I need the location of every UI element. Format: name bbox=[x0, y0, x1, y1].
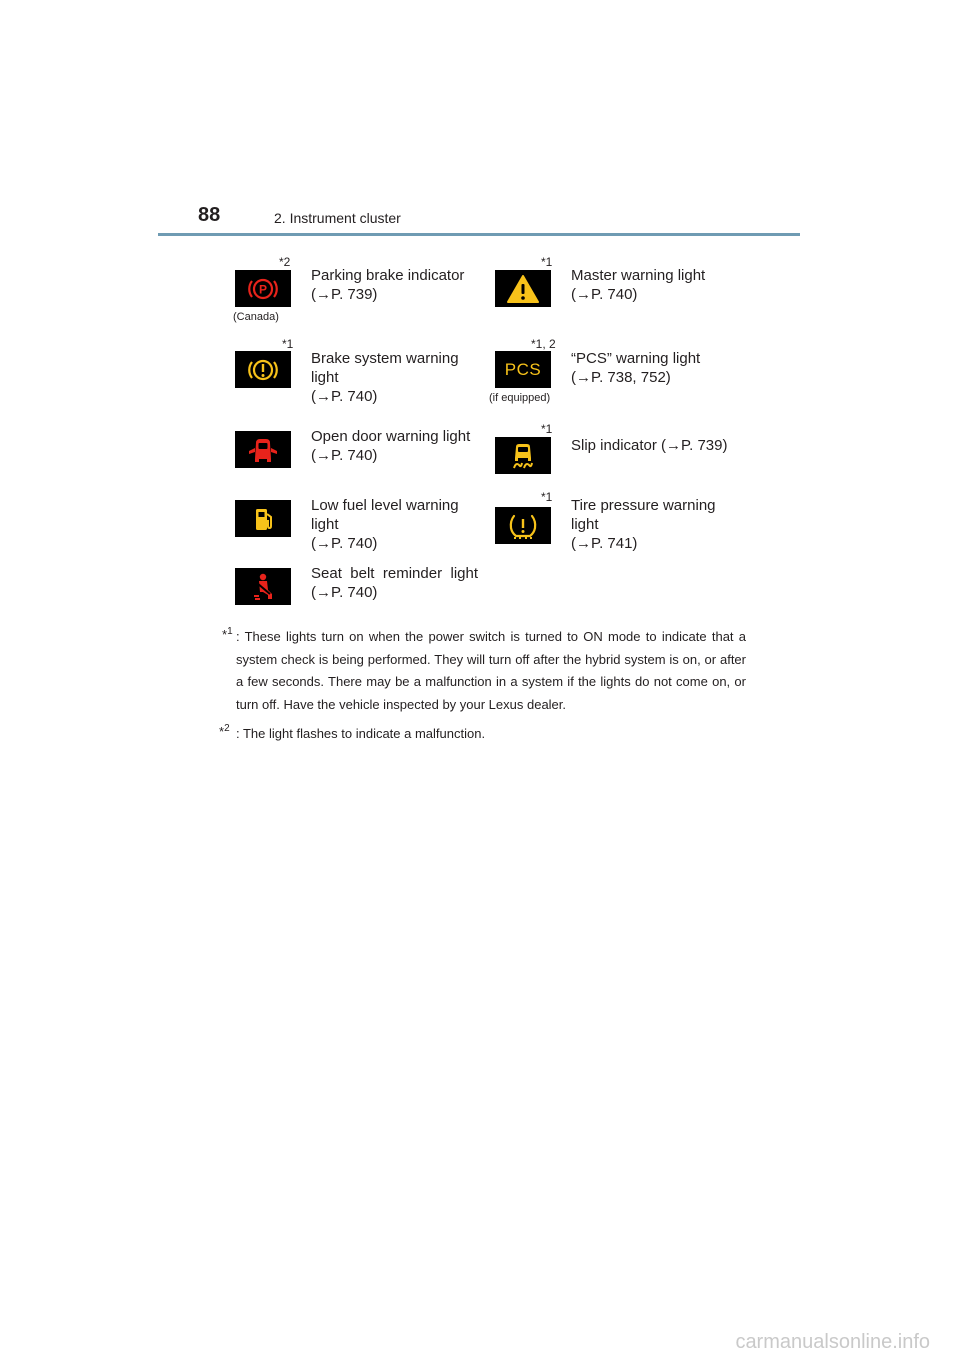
slip-note-mark: *1 bbox=[541, 422, 553, 436]
seat-belt-label: Seat belt reminder light (→P. 740) bbox=[311, 565, 478, 601]
page-number: 88 bbox=[198, 204, 221, 226]
low-fuel-label: Low fuel level warning light (→P. 740) bbox=[311, 497, 459, 552]
brake-system-note-mark: *1 bbox=[282, 337, 294, 351]
parking-brake-region-note: (Canada) bbox=[233, 311, 279, 323]
pcs-availability-note: (if equipped) bbox=[489, 392, 551, 404]
parking-brake-icon bbox=[235, 270, 291, 307]
footnote-1-marker: *$^1$ bbox=[222, 626, 233, 642]
seat-belt-icon bbox=[235, 568, 291, 605]
svg-text:P: P bbox=[258, 282, 268, 296]
slip-indicator-label: Slip indicator (→P. 739) bbox=[571, 437, 728, 454]
master-warning-icon bbox=[495, 270, 551, 307]
master-warning-note-mark: *1 bbox=[541, 255, 553, 269]
footnote-1-text: : These lights turn on when the power switch is turned to ON mode to indicate that a system check is being performed. They will turn off after the hybrid system is on, or after a few seconds. There may be a malfunction in a system if the lights do not come on, or turn off. Have the vehicle inspected by your Lexus dealer. bbox=[236, 629, 746, 712]
slip-indicator-icon bbox=[495, 437, 551, 474]
tire-pressure-label: Tire pressure warning light (→P. 741) bbox=[571, 497, 716, 552]
header-divider bbox=[158, 233, 800, 236]
open-door-icon bbox=[235, 431, 291, 468]
pcs-note-mark: *1, 2 bbox=[531, 337, 556, 351]
pcs-icon: PCS bbox=[495, 351, 551, 388]
tire-pressure-icon bbox=[495, 507, 551, 544]
tire-pressure-note-mark: *1 bbox=[541, 490, 553, 504]
brake-system-icon bbox=[235, 351, 291, 388]
section-title: 2. Instrument cluster bbox=[274, 210, 401, 226]
brake-system-label: Brake system warning light (→P. 740) bbox=[311, 350, 459, 405]
footnote-2-marker: *$^2$ bbox=[219, 723, 230, 739]
parking-brake-label: Parking brake indicator (→P. 739) bbox=[311, 267, 465, 303]
parking-brake-note-mark: *2 bbox=[279, 255, 291, 269]
master-warning-label: Master warning light (→P. 740) bbox=[571, 267, 706, 303]
open-door-label: Open door warning light (→P. 740) bbox=[311, 428, 471, 464]
fuel-pump-icon bbox=[235, 500, 291, 537]
watermark: carmanualsonline.info bbox=[735, 1331, 930, 1353]
pcs-label: “PCS” warning light (→P. 738, 752) bbox=[571, 350, 701, 386]
footnote-2-text: : The light flashes to indicate a malfunction. bbox=[236, 726, 486, 741]
